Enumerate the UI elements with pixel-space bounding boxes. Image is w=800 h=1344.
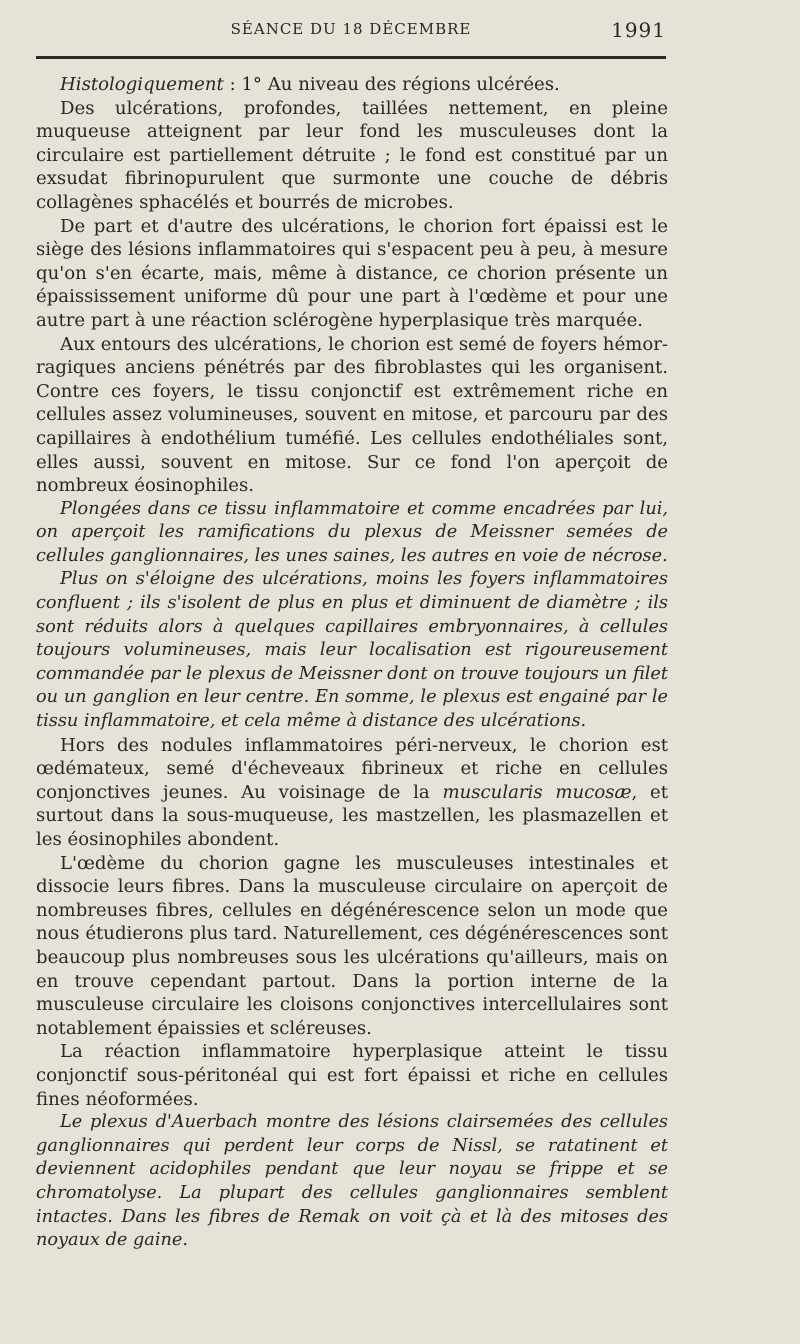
paragraph-subperitoneal: La réaction inflammatoire hyperplasique atteint le tissu conjonctif sous-péritonéal qui est fort épaissi et riche en cellules fines néoformées. [36, 1041, 668, 1110]
paragraph-auerbach-plexus: Le plexus d'Auerbach montre des lésions clairsemées des cellules ganglionnaires qui perdent leur corps de Nissl, se ratatinent et deviennent acidophiles pendant que leur noyau se frippe et se chromatolyse. La plupart des cellules ganglionnaires semblent intactes. Dans les fibres de Remak on voit çà et là des mitoses des noyaux de gaine. [36, 1112, 668, 1251]
paragraph-inflammatory-foci: Plus on s'éloigne des ulcérations, moins les foyers inflammatoires confluent ; ils s'isolent de plus en plus et diminuent de diamètre ; ils sont réduits alors à quelques capillaires embryonnaires, à cellules toujours volumineuses, mais leur localisation est rigoureusement commandée par le plexus de Meissner dont on trouve toujours un filet ou un ganglion en leur centre. En somme, le plexus est engainé par le tissu inflammatoire, et cela même à distance des ulcérations. [36, 569, 668, 732]
paragraph-histology-intro: Histologiquement : 1° Au niveau des régions ulcérées. [60, 74, 560, 95]
italic-lead: Histologiquement [60, 74, 224, 95]
paragraph-ulcerations: Des ulcérations, profondes, taillées nettement, en pleine muqueuse atteignent par leur fond les musculeuses dont la circulaire est partiellement détruite ; le fond est constitué par un exsudat fibrinopurulent que surmonte une couche de débris collagènes sphacélés et bourrés de microbes. [36, 97, 668, 213]
body-text [36, 73, 668, 1253]
italic-term: muscularis mucosæ [442, 781, 632, 803]
paragraph-chorion: De part et d'autre des ulcérations, le chorion fort épaissi est le siège des lésions inflammatoires qui s'espacent peu à peu, à mesure qu'on s'en écarte, mais, même à distance, ce chorion présente un épaississement uniforme dû pour une part à l'œdème et pour une autre part à une réaction sclérogène hyperplasique très marquée. [36, 215, 668, 331]
running-head [36, 16, 666, 46]
paragraph-perinervous-nodules: Hors des nodules inflammatoires péri-nerveux, le chorion est œdémateux, semé d'écheveaux fibrineux et riche en cellules conjonctives jeunes. Au voisinage de la muscularis mucosæ, et surtout dans la sous-muqueuse, les mastzellen, les plasmazellen et les éosinophiles abondent. [36, 734, 669, 850]
paragraph-meissner-plexus: Plongées dans ce tissu inflammatoire et comme encadrées par lui, on aperçoit les ramifications du plexus de Meissner semées de cellules ganglionnaires, les unes saines, les autres en voie de nécrose. [36, 498, 668, 566]
session-title: SÉANCE DU 18 DÉCEMBRE [230, 20, 472, 38]
header-rule [36, 56, 666, 59]
page-number: 1991 [611, 18, 666, 42]
paragraph-edema: L'œdème du chorion gagne les musculeuses intestinales et dissocie leurs fibres. Dans la musculeuse circulaire on aperçoit de nombreuses fibres, cellules en dégénérescence selon un mode que nous étudierons plus tard. Naturellement, ces dégénérescences sont beaucoup plus nombreuses sous les ulcérations qu'ailleurs, mais on en trouve cependant partout. Dans la portion interne de la musculeuse circulaire les cloisons conjonctives intercellulaires sont notablement épaissies et scléreuses. [36, 852, 668, 1039]
paragraph-hemorrhagic-foci: Aux entours des ulcérations, le chorion est semé de foyers hémorragiques anciens pénétrés par des fibroblastes qui les organisent. Contre ces foyers, le tissu conjonctif est extrêmement riche en cellules assez volumineuses, souvent en mitose, et parcouru par des capillaires à endothélium tuméfié. Les cellules endothéliales sont, elles aussi, souvent en mitose. Sur ce fond l'on aperçoit de nombreux éosinophiles. [36, 333, 668, 497]
